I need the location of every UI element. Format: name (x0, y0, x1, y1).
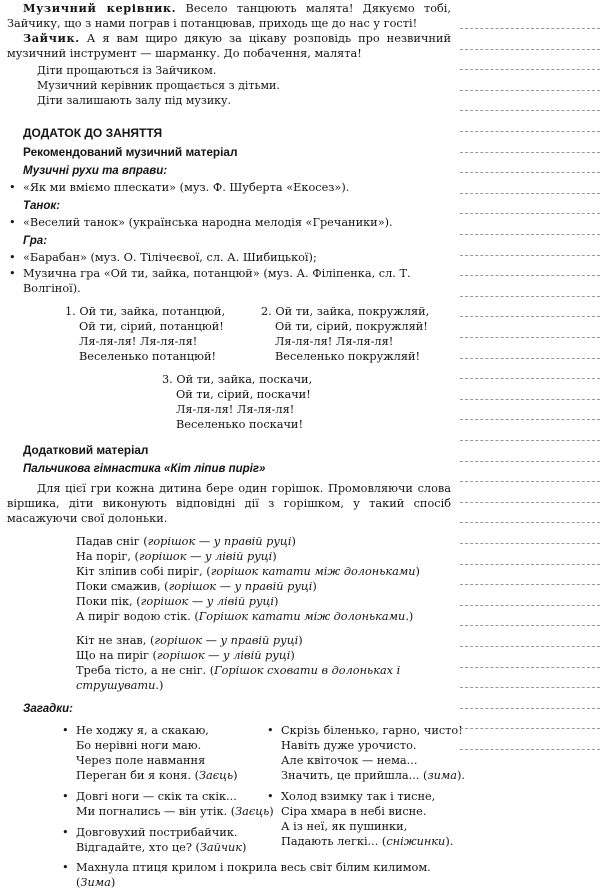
list-item: • «Веселий танок» (українська народна мелодія «Гречаники»). (9, 216, 393, 229)
riddle: • Холод взимку так і тисне, Сіра хмара в небі висне. А із неї, як пушинки, Падають легкі... (сніжинки). (267, 790, 454, 848)
poem-line: Падав сніг (горішок — у правій руці) (76, 535, 296, 548)
note-line (460, 378, 600, 379)
list-item: • Музична гра «Ой ти, зайка, потанцюй» (муз. А. Філіпенка, сл. Т. Волгіної). (9, 267, 411, 295)
note-line (460, 234, 600, 235)
poem-stanza-2 (76, 633, 451, 693)
song-verse-3: 3. Ой ти, зайка, поскачи, Ой ти, сірий, поскачи! Ля-ля-ля! Ля-ля-ля! Веселенько поскачи! (162, 373, 313, 431)
note-line (460, 316, 600, 317)
song-verse-1: 1. Ой ти, зайка, потанцюй, Ой ти, сірий, потанцюй! Ля-ля-ля! Ля-ля-ля! Веселенько потанцюй! (65, 305, 226, 363)
riddle: • Не ходжу я, а скакаю, Бо нерівні ноги маю. Через поле навмання Переган би я коня. (Заєць) (62, 724, 238, 782)
remark: Діти залишають залу під музику. (37, 94, 232, 107)
riddles-right (265, 722, 465, 856)
poem-line: Поки смажив, (горішок — у правій руці) (76, 580, 317, 593)
poem-line: Що на пиріг (горішок — у лівій руці) (76, 649, 295, 662)
riddles-columns (7, 722, 465, 856)
riddles-left (60, 722, 300, 856)
riddle: • Махнула птиця крилом і покрила весь світ білим килимом. (Зима) (62, 861, 431, 889)
note-line (460, 749, 600, 750)
appendix-title: ДОДАТОК ДО ЗАНЯТТЯ (23, 126, 163, 140)
remark: Діти прощаються із Зайчиком. (37, 64, 217, 77)
gymnastics-intro: Для цієї гри кожна дитина бере один горішок. Промовляючи слова віршика, діти виконують відповідні дії з горішком, у такий спосіб масажуючи свої долоньки. (7, 482, 451, 525)
appendix-subtitle: Рекомендований музичний матеріал (23, 145, 238, 159)
poem-line: А пиріг водою стік. (Горішок катати між долоньками.) (76, 610, 414, 623)
note-line (460, 584, 600, 585)
poem-stanza-1 (76, 534, 451, 624)
poem-line: Треба тісто, а не сніг. (Горішок сховати в долоньках і струшувати.) (76, 664, 401, 692)
poem-line: Кіт зліпив собі пиріг, (горішок катати між долоньками) (76, 565, 420, 578)
note-line (460, 193, 600, 194)
note-line (460, 502, 600, 503)
list-item: • «Барабан» (муз. О. Тілічеєвої, сл. А. Шибицької); (9, 251, 317, 264)
note-line (460, 564, 600, 565)
note-line (460, 667, 600, 668)
poem-line: Кіт не знав, (горішок — у правій руці) (76, 634, 303, 647)
extra-title: Додатковий матеріал (23, 443, 149, 457)
note-line (460, 646, 600, 647)
note-line (460, 255, 600, 256)
list-item: • «Як ми вміємо плескати» (муз. Ф. Шуберта «Екосез»). (9, 181, 350, 194)
note-line (460, 275, 600, 276)
speaker-bunny: Зайчик. (23, 31, 80, 45)
note-line (460, 337, 600, 338)
song-verse-2: 2. Ой ти, зайка, покружляй, Ой ти, сірий, покружляй! Ля-ля-ля! Ля-ля-ля! Веселенько покружляй! (261, 305, 430, 363)
riddle: • Довговухий пострибайчик. Відгадайте, хто це? (Зайчик) (62, 826, 247, 854)
note-line (460, 296, 600, 297)
riddles-label: Загадки: (23, 703, 73, 715)
riddle: • Довгі ноги — скік та скік... Ми погнались — він утік. (Заєць) (62, 790, 274, 818)
note-line (460, 399, 600, 400)
note-line (460, 28, 600, 29)
note-line (460, 461, 600, 462)
riddle: • Скрізь біленько, гарно, чисто! Навіть дуже урочисто. Але квіточок — нема... Значить, це прийшла... (зима). (267, 724, 465, 782)
stage-remarks (37, 63, 451, 108)
gymnastics-title: Пальчикова гімнастика «Кіт ліпив пиріг» (23, 463, 266, 475)
song-verses-row (7, 304, 451, 364)
note-line (460, 625, 600, 626)
note-line (460, 419, 600, 420)
speaker-music-teacher: Музичний керівник. (23, 1, 177, 15)
note-line (460, 152, 600, 153)
note-line (460, 440, 600, 441)
note-line (460, 522, 600, 523)
note-line (460, 213, 600, 214)
note-line (460, 69, 600, 70)
note-line (460, 481, 600, 482)
note-line (460, 687, 600, 688)
note-line (460, 728, 600, 729)
poem-line: На поріг, (горішок — у лівій руці) (76, 550, 277, 563)
note-line (460, 110, 600, 111)
note-line (460, 605, 600, 606)
remark: Музичний керівник прощається з дітьми. (37, 79, 280, 92)
dance-label: Танок: (23, 200, 61, 212)
intro-paragraph-1: Музичний керівник. Весело танцюють малята! Дякуємо тобі, Зайчику, що з нами пограв і потанцював, приходь ще до нас у гості! (7, 1, 451, 30)
game-label: Гра: (23, 235, 48, 247)
note-line (460, 358, 600, 359)
note-line (460, 543, 600, 544)
note-line (460, 90, 600, 91)
main-column (7, 1, 465, 890)
note-line (460, 131, 600, 132)
note-line (460, 708, 600, 709)
poem-line: Поки пік, (горішок — у лівій руці) (76, 595, 279, 608)
note-line (460, 49, 600, 50)
intro-paragraph-2: Зайчик. А я вам щиро дякую за цікаву розповідь про незвичний музичний інструмент — шарманку. До побачення, малята! (7, 31, 451, 60)
moves-label: Музичні рухи та вправи: (23, 165, 168, 177)
note-line (460, 172, 600, 173)
